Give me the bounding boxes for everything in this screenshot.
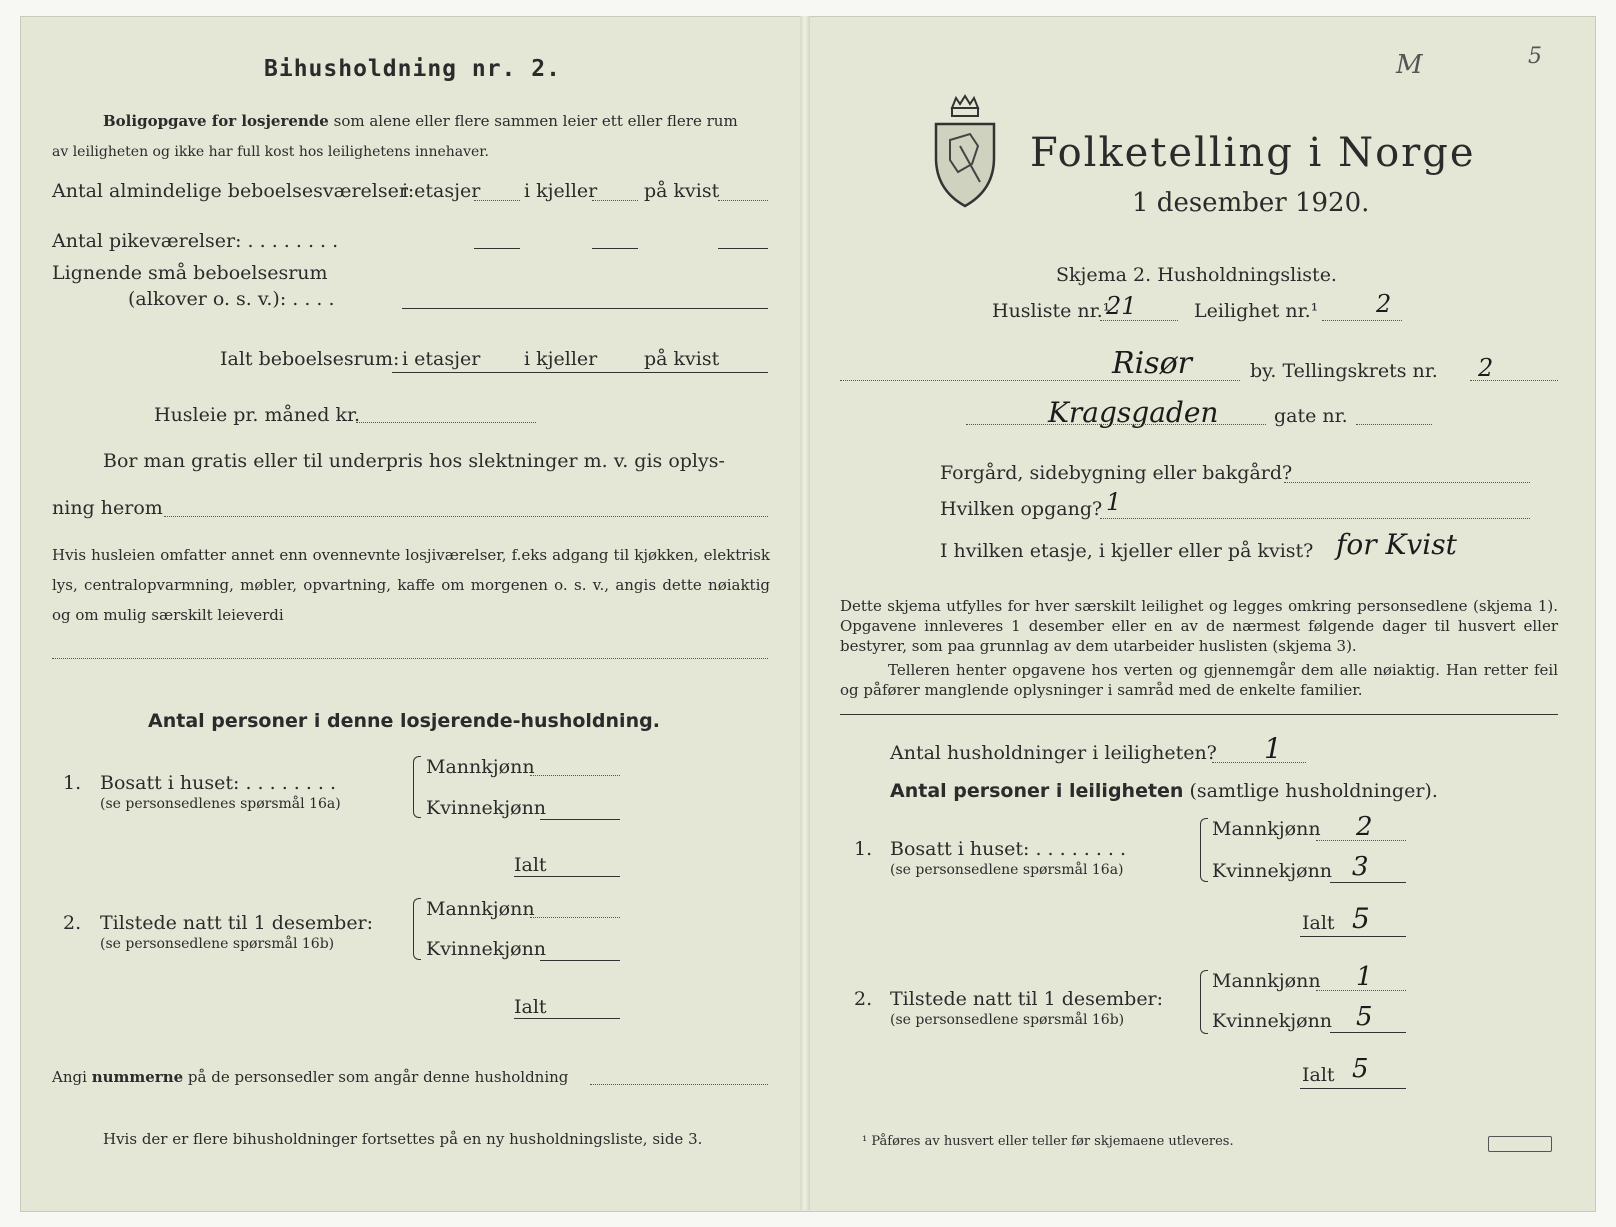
left-title: Bihusholdning nr. 2.	[264, 56, 561, 82]
numbers-rest: på de personsedler som angår denne husholdning	[187, 1068, 569, 1086]
left-q2-sub: (se personsedlene spørsmål 16b)	[100, 936, 335, 952]
left-q1-label: Bosatt i huset: . . . . . . . .	[100, 772, 337, 794]
total-floors-label: i etasjer	[402, 348, 481, 370]
schema-label: Skjema 2. Husholdningsliste.	[1056, 264, 1337, 286]
total-basement-label: i kjeller	[524, 348, 598, 370]
left-q1-total: Ialt	[514, 854, 547, 876]
intro-line2: av leiligheten og ikke har full kost hos leilighetens innehaver.	[52, 144, 489, 160]
right-q2-female: Kvinnekjønn	[1212, 1010, 1333, 1032]
right-q2-total-value: 5	[1352, 1054, 1369, 1084]
right-q1-total: Ialt	[1302, 912, 1335, 934]
floor-value: for Kvist	[1336, 528, 1457, 561]
main-title: Folketelling i Norge	[1030, 130, 1476, 176]
rooms-basement-label: i kjeller	[524, 180, 598, 202]
city-value: Risør	[1112, 346, 1192, 381]
right-q1-male: Mannkjønn	[1212, 818, 1321, 840]
census-date: 1 desember 1920.	[1132, 188, 1370, 218]
small-rooms-label: Lignende små beboelsesrum	[52, 262, 328, 284]
house-list-label: Husliste nr.¹	[992, 300, 1111, 322]
house-list-value: 21	[1106, 292, 1137, 320]
corner-mark-2: 5	[1528, 44, 1542, 69]
left-q2-num: 2.	[63, 912, 82, 934]
rooms-floors-label: i etasjer	[402, 180, 481, 202]
city-suffix: by. Tellingskrets nr.	[1250, 360, 1438, 382]
floor-question: I hvilken etasje, i kjeller eller på kvist?	[940, 540, 1314, 562]
right-q2-total: Ialt	[1302, 1064, 1335, 1086]
left-q1-sub: (se personsedlenes spørsmål 16a)	[100, 796, 341, 812]
right-q2-male: Mannkjønn	[1212, 970, 1321, 992]
district-value: 2	[1478, 354, 1494, 382]
numbers-normal: Angi	[52, 1068, 87, 1086]
instructions-2: Telleren henter opgavene hos verten og gjennemgår dem alle nøiaktig. Han retter feil og påfører manglende oplysninger i samråd med de enkelte familier.	[840, 661, 1558, 699]
left-q2-female: Kvinnekjønn	[426, 938, 547, 960]
right-q1-label: Bosatt i huset: . . . . . . . .	[890, 838, 1127, 860]
right-q1-female: Kvinnekjønn	[1212, 860, 1333, 882]
left-q2-label: Tilstede natt til 1 desember:	[100, 912, 374, 934]
entrance-value: 1	[1106, 488, 1122, 516]
right-q1-male-value: 2	[1356, 812, 1373, 842]
right-q2-female-value: 5	[1356, 1002, 1373, 1032]
instructions-1: Dette skjema utfylles for hver særskilt leilighet og legges omkring personsedlene (skjema 1). Opgavene innleveres 1 desember eller en av de nærmest følgende dager til husvert eller bestyrer, som paa grunnlag av dem utarbeider huslisten (skjema 3).	[840, 597, 1558, 655]
rent-note: Hvis husleien omfatter annet enn ovennevnte losjiværelser, f.eks adgang til kjøkken, elektrisk lys, centralopvarmning, møbler, opvartning, kaffe om morgenen o. s. v., angis dette nøiaktig og om mulig særskilt leieverdi	[52, 546, 770, 624]
intro-bold: Boligopgave for losjerende	[103, 112, 329, 130]
left-q1-male: Mannkjønn	[426, 756, 535, 778]
right-persons-heading-bold: Antal personer i leiligheten	[890, 780, 1184, 802]
coat-of-arms-icon	[930, 94, 1000, 210]
printer-stamp	[1488, 1136, 1552, 1152]
left-q1-female: Kvinnekjønn	[426, 797, 547, 819]
footnote: ¹ Påføres av husvert eller teller før skjemaene utleveres.	[862, 1134, 1234, 1149]
right-q2-sub: (se personsedlene spørsmål 16b)	[890, 1012, 1125, 1028]
right-q2-label: Tilstede natt til 1 desember:	[890, 988, 1164, 1010]
right-q1-total-value: 5	[1352, 902, 1370, 935]
rooms-attic-label: på kvist	[644, 180, 720, 202]
total-rooms-label: Ialt beboelsesrum:	[220, 348, 400, 370]
corner-mark-1: M	[1396, 50, 1423, 80]
numbers-bold: nummerne	[91, 1068, 184, 1086]
rooms-label: Antal almindelige beboelsesværelser:	[52, 180, 415, 202]
free-line1: Bor man gratis eller til underpris hos slektninger m. v. gis oplys-	[103, 450, 725, 472]
right-q1-sub: (se personsedlene spørsmål 16a)	[890, 862, 1124, 878]
small-rooms-sub: (alkover o. s. v.): . . . .	[128, 288, 335, 310]
right-q1-female-value: 3	[1352, 852, 1369, 882]
left-persons-heading: Antal personer i denne losjerende-husholdning.	[148, 710, 660, 732]
left-q2-total: Ialt	[514, 996, 547, 1018]
free-line2: ning herom	[52, 497, 163, 519]
left-footer: Hvis der er flere bihusholdninger fortsettes på en ny husholdningsliste, side 3.	[103, 1130, 703, 1148]
apartment-label: Leilighet nr.¹	[1194, 300, 1319, 322]
entrance-question: Hvilken opgang?	[940, 498, 1103, 520]
right-q2-male-value: 1	[1356, 962, 1373, 992]
households-value: 1	[1264, 732, 1282, 765]
households-question: Antal husholdninger i leiligheten?	[890, 742, 1217, 764]
street-suffix: gate nr.	[1274, 405, 1348, 427]
right-persons-heading-rest: (samtlige husholdninger).	[1189, 780, 1438, 802]
apartment-value: 2	[1376, 290, 1392, 318]
intro-rest: som alene eller flere sammen leier ett eller flere rum	[333, 112, 738, 130]
right-q2-num: 2.	[854, 988, 873, 1010]
yard-question: Forgård, sidebygning eller bakgård?	[940, 462, 1293, 484]
left-q1-num: 1.	[63, 772, 82, 794]
street-value: Kragsgaden	[1048, 396, 1219, 429]
right-q1-num: 1.	[854, 838, 873, 860]
maid-rooms-label: Antal pikeværelser: . . . . . . . .	[52, 230, 339, 252]
page-fold	[800, 16, 810, 1210]
left-q2-male: Mannkjønn	[426, 898, 535, 920]
total-attic-label: på kvist	[644, 348, 720, 370]
rent-label: Husleie pr. måned kr.	[154, 404, 361, 426]
